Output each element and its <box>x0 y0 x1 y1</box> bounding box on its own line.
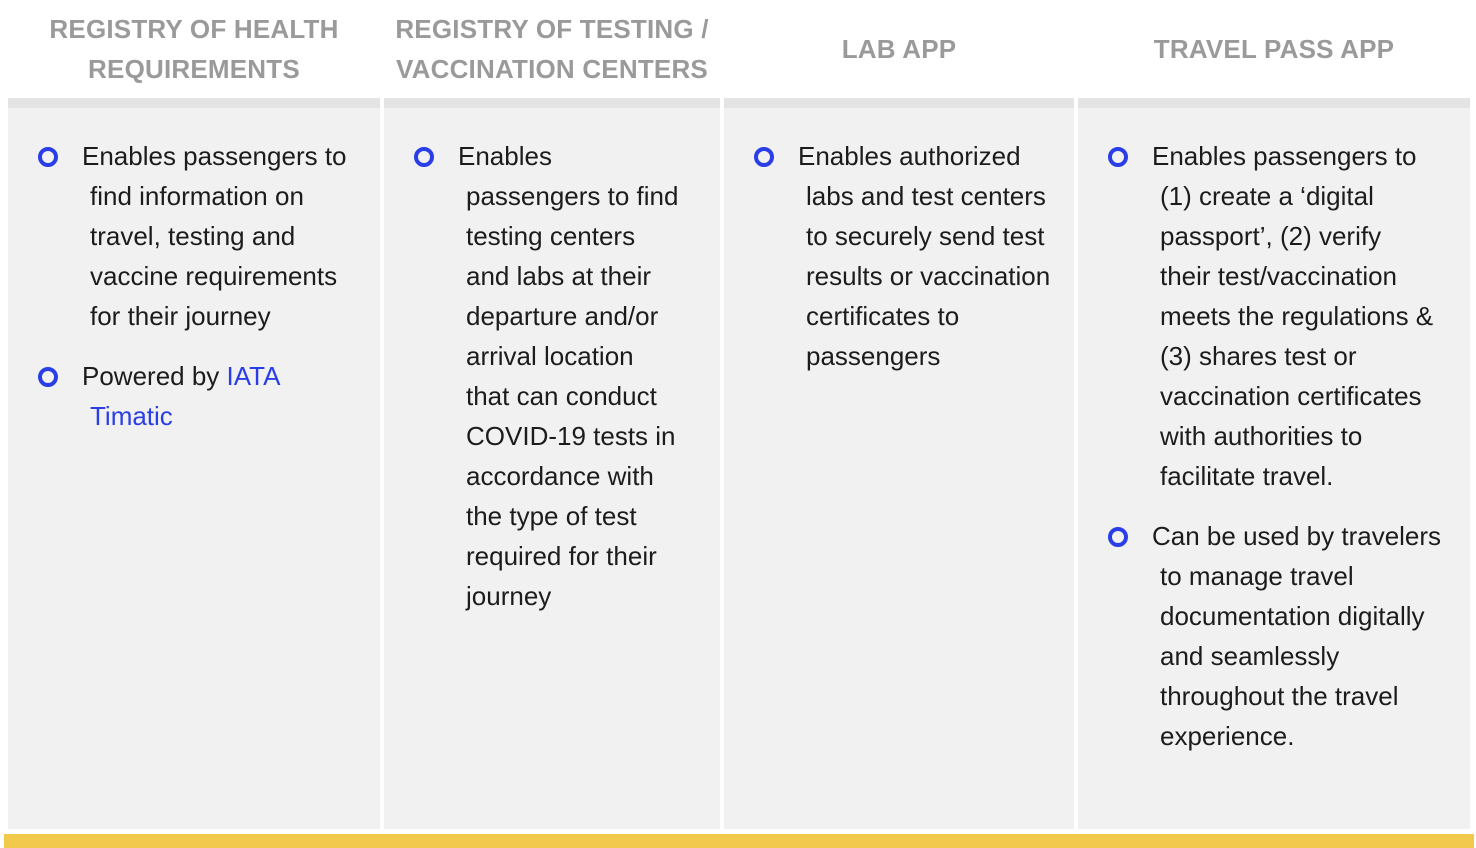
header-travel-pass-app: TRAVEL PASS APP <box>1153 34 1395 64</box>
list-item <box>38 136 356 336</box>
bullet-circle-icon <box>38 367 58 387</box>
item-text <box>38 356 356 436</box>
column-headers <box>0 0 1476 98</box>
column-health-requirements <box>8 98 380 829</box>
bullet-list <box>754 136 1052 376</box>
header-lab-app: LAB APP <box>841 34 957 64</box>
bullet-list <box>38 136 356 436</box>
item-text: Can be used by travelers to manage travel documentation digitally and seamlessly throughout the travel experience. <box>1152 521 1442 751</box>
list-item <box>1108 136 1454 496</box>
column-travel-pass-app <box>1078 98 1470 829</box>
bullet-circle-icon <box>754 147 774 167</box>
column-lab-app <box>724 98 1074 829</box>
bullet-circle-icon <box>1108 527 1128 547</box>
bullet-list <box>414 136 692 616</box>
bullet-circle-icon <box>38 147 58 167</box>
list-item <box>1108 516 1454 756</box>
bullet-list <box>1108 136 1454 756</box>
item-text: Enables passengers to find testing centers and labs at their departure and/or arrival location that can conduct COVID-19 tests in accordance with the type of test required for their journey <box>458 141 679 611</box>
header-health-requirements: REGISTRY OF HEALTH REQUIREMENTS <box>49 14 339 84</box>
bullet-circle-icon <box>1108 147 1128 167</box>
bullet-circle-icon <box>414 147 434 167</box>
iata-timatic-link[interactable]: IATA Timatic <box>90 361 280 431</box>
item-text: Enables passengers to find information on travel, testing and vaccine requirements for their journey <box>82 141 347 331</box>
list-item <box>754 136 1052 376</box>
item-text: Enables authorized labs and test centers to securely send test results or vaccination certificates to passengers <box>798 141 1051 371</box>
bottom-accent-bar <box>4 834 1474 848</box>
item-text: Enables passengers to (1) create a ‘digital passport’, (2) verify their test/vaccination meets the regulations & (3) shares test or vaccination certificates with authorities to facilitate travel. <box>1152 141 1434 491</box>
header-testing-centers: REGISTRY OF TESTING / VACCINATION CENTERS <box>395 14 709 84</box>
list-item <box>38 356 356 436</box>
item-text-prefix: Powered by <box>82 361 227 391</box>
list-item <box>414 136 692 616</box>
column-testing-centers <box>384 98 720 829</box>
